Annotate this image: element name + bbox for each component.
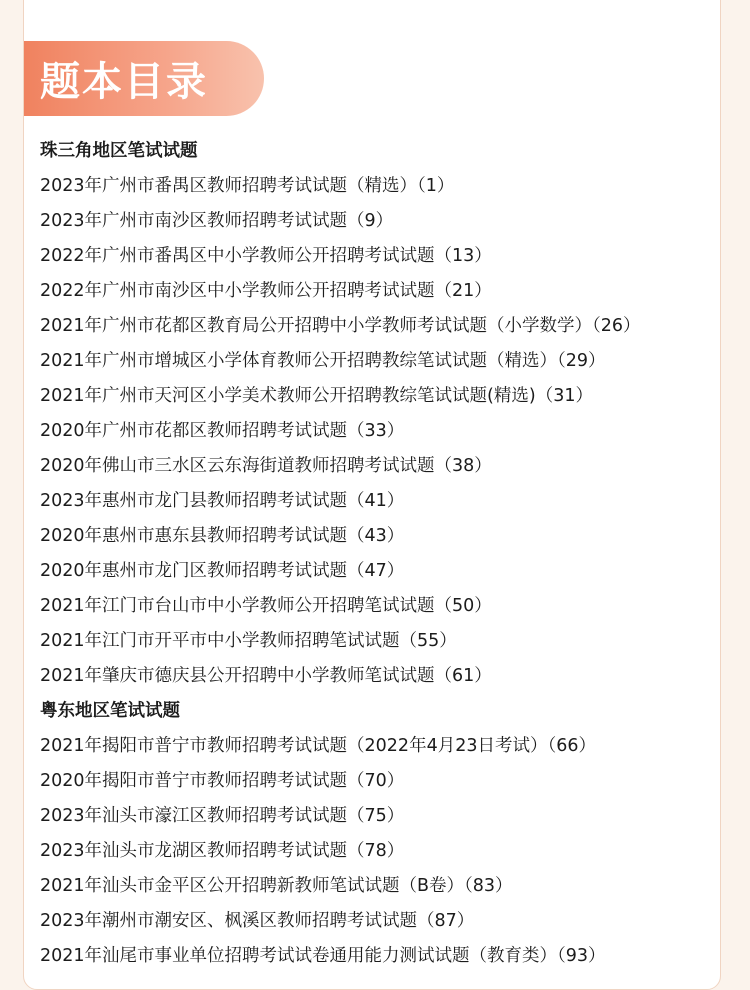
toc-entry[interactable]: 2020年佛山市三水区云东海街道教师招聘考试试题（38） [40, 456, 492, 476]
toc-entry[interactable]: 2022年广州市番禺区中小学教师公开招聘考试试题（13） [40, 246, 492, 266]
toc-entry[interactable]: 2021年汕头市金平区公开招聘新教师笔试试题（B卷）（83） [40, 876, 513, 896]
toc-entry[interactable]: 2023年汕头市龙湖区教师招聘考试试题（78） [40, 841, 405, 861]
toc-entry[interactable]: 2023年潮州市潮安区、枫溪区教师招聘考试试题（87） [40, 911, 475, 931]
toc-entry[interactable]: 2021年揭阳市普宁市教师招聘考试试题（2022年4月23日考试）（66） [40, 736, 596, 756]
toc-entry[interactable]: 2021年广州市花都区教育局公开招聘中小学教师考试试题（小学数学）（26） [40, 316, 641, 336]
toc-entry[interactable]: 2023年惠州市龙门县教师招聘考试试题（41） [40, 491, 405, 511]
title-banner [24, 41, 264, 116]
section-heading: 粤东地区笔试试题 [40, 701, 180, 721]
toc-entry[interactable]: 2021年江门市开平市中小学教师招聘笔试试题（55） [40, 631, 457, 651]
toc-entry[interactable]: 2023年汕头市濠江区教师招聘考试试题（75） [40, 806, 405, 826]
toc-entry[interactable]: 2021年江门市台山市中小学教师公开招聘笔试试题（50） [40, 596, 492, 616]
table-of-contents [40, 134, 740, 974]
toc-entry[interactable]: 2020年广州市花都区教师招聘考试试题（33） [40, 421, 405, 441]
toc-entry[interactable]: 2021年广州市天河区小学美术教师公开招聘教综笔试试题(精选)（31） [40, 386, 593, 406]
toc-entry[interactable]: 2020年惠州市龙门区教师招聘考试试题（47） [40, 561, 405, 581]
section-heading: 珠三角地区笔试试题 [40, 141, 198, 161]
toc-entry[interactable]: 2020年惠州市惠东县教师招聘考试试题（43） [40, 526, 405, 546]
toc-entry[interactable]: 2021年广州市增城区小学体育教师公开招聘教综笔试试题（精选）（29） [40, 351, 606, 371]
toc-entry[interactable]: 2021年肇庆市德庆县公开招聘中小学教师笔试试题（61） [40, 666, 492, 686]
toc-entry[interactable]: 2020年揭阳市普宁市教师招聘考试试题（70） [40, 771, 405, 791]
toc-entry[interactable]: 2021年汕尾市事业单位招聘考试试卷通用能力测试试题（教育类）（93） [40, 946, 606, 966]
toc-entry[interactable]: 2023年广州市番禺区教师招聘考试试题（精选）（1） [40, 176, 455, 196]
toc-entry[interactable]: 2022年广州市南沙区中小学教师公开招聘考试试题（21） [40, 281, 492, 301]
toc-entry[interactable]: 2023年广州市南沙区教师招聘考试试题（9） [40, 211, 394, 231]
page-title: 题本目录 [40, 59, 208, 105]
